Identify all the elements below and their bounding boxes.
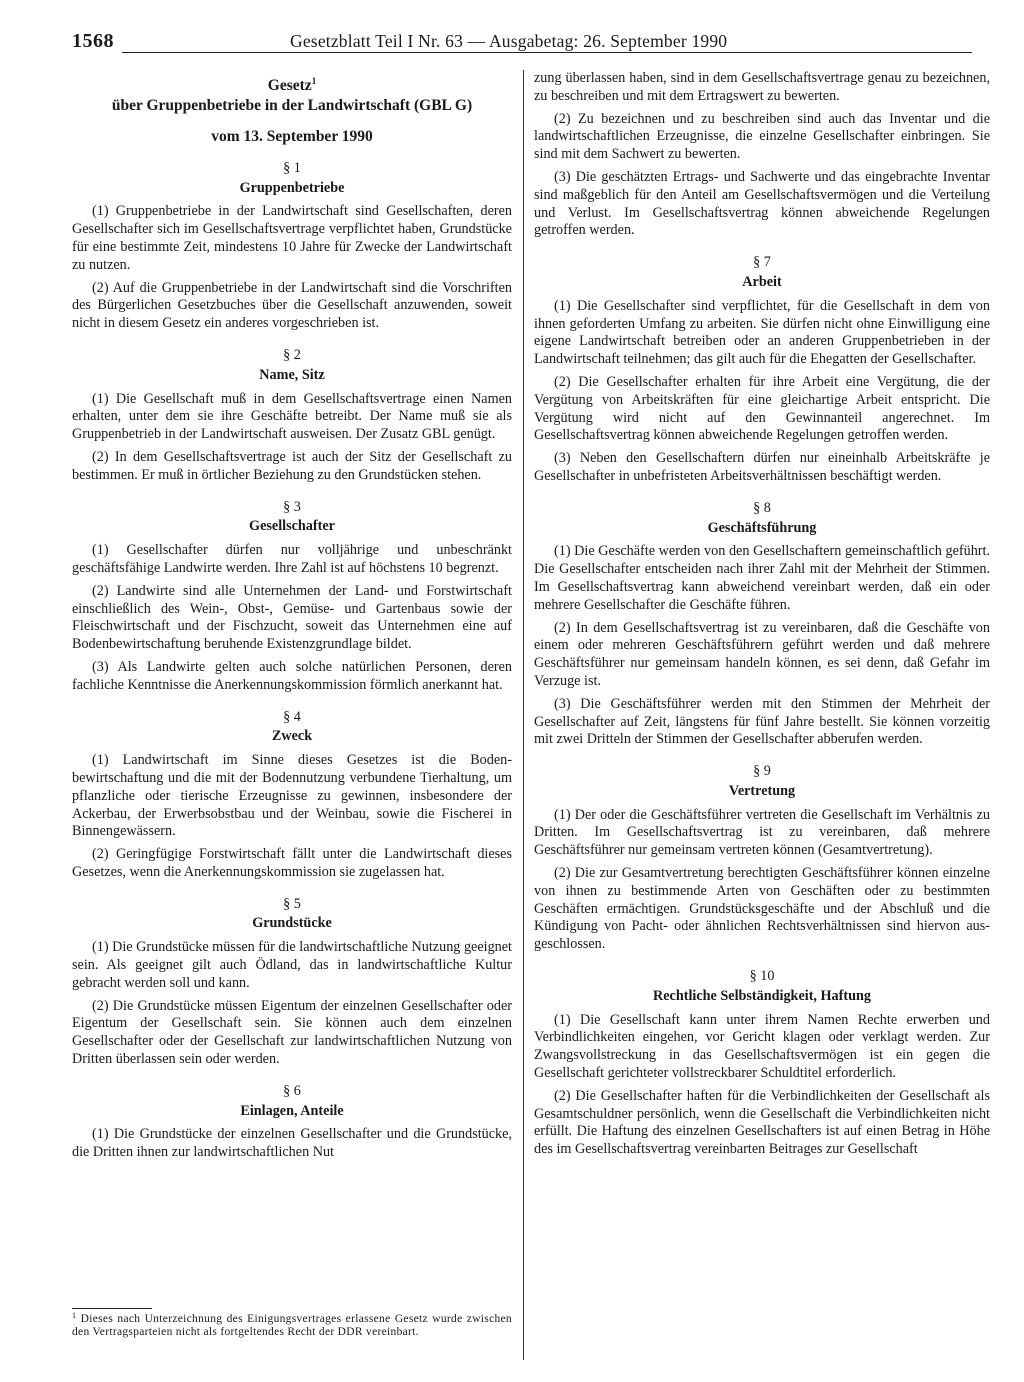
footnote-mark: 1 [72,1311,77,1320]
running-title: Gesetzblatt Teil I Nr. 63 — Ausgabetag: 26. September 1990 [290,31,728,51]
paragraph: (2) In dem Gesellschaftsvertrage ist auch der Sitz der Gesellschaft zu bestimmen. Er muß in örtlicher Beziehung zu den Grundstücken stehen. [72,448,512,483]
paragraph: (3) Neben den Gesellschaftern dürfen nur eineinhalb Arbeitskräfte je Gesellschafter in unbefristeten Arbeitsverhältnissen beschäftigt werden. [534,450,990,484]
section-title: Vertretung [728,782,796,799]
section-title: Einlagen, Anteile [240,1102,344,1119]
right-column [534,70,990,1164]
paragraph: (1) Gruppenbetriebe in der Landwirtschaft sind Gesellschaften, deren Gesellschafter sich im Gesellschaftsvertrage verpflichtet haben, Grundstücke für eine bestimmte Zeit, mindestens 10 Jahre für Zwecke der Landwirtschaft zu nutzen. [72,203,512,273]
law-title-line1: Gesetz [267,77,312,94]
section-title: Name, Sitz [259,366,325,383]
paragraph: (3) Die Geschäftsführer werden mit den Stimmen der Mehrheit der Gesellschafter auf Zeit, längstens für fünf Jahre bestellt. Sie können vorzeitig mit zwei Dritteln der Stimmen der Gesellschafter abberufen werden. [534,695,990,748]
left-column [72,70,512,1167]
section-number: § 9 [753,763,771,780]
page-number: 1568 [72,30,114,52]
paragraph: (1) Die Geschäfte werden von den Gesellschaftern gemeinschaftlich geführt. Die Gesellschafter entscheiden nach ihrer Zahl mit der Mehrheit der Stimmen. Im Gesellschaftsvertrag kann abweichend vereinbart werden, daß ein oder mehrere Gesellschafter die Geschäfte führen. [534,543,990,613]
section-number: § 5 [283,895,301,912]
paragraph: (1) Der oder die Geschäftsführer vertreten die Gesellschaft im Verhältnis zu Dritten. Im Gesellschaftsvertrag ist zu vereinbaren, daß mehrere Geschäftsführer nur gemeinsam vertreten können (Gesamtvertretung). [534,806,990,859]
section-title: Rechtliche Selbständigkeit, Haftung [653,987,871,1004]
paragraph: (2) Die zur Gesamtvertretung berechtigten Geschäftsführer können einzelne von ihnen zu bestimmende Arten von Geschäften oder zu bestimmten Geschäften ermächtigen. Grundstücksgeschäfte und der Abschluß und die Kündigung von Pacht- oder ähnlichen Rechtsverhältnissen sind hiervon ausgeschlossen. [534,865,990,953]
section-number: § 2 [283,346,301,363]
footnote-reference: 1 [311,76,317,86]
paragraph: (2) In dem Gesellschaftsvertrag ist zu vereinbaren, daß die Geschäfte von einem oder mehreren Geschäftsführern geführt werden und daß mehrere Geschäftsführer nur gemeinsam handeln können, es sei denn, daß Gefahr im Verzuge ist. [534,619,990,689]
paragraph: (2) Die Gesellschafter erhalten für ihre Arbeit eine Vergütung, die der Vergütung von Arbeitskräften für eine gleichartige Arbeit entspricht. Die Vergütung wird nicht auf den Gewinnanteil angerechnet. Im Gesellschaftsvertrag können abweichende Regelungen getroffen werden. [534,373,990,444]
law-title-line2: über Gruppenbetriebe in der Landwirtschaft (GBL G) [111,97,473,114]
paragraph: (1) Die Gesellschaft muß in dem Gesellschaftsvertrage einen Namen erhalten, unter dem sie ihre Geschäfte betreibt. Der Name muß sie als Gruppenbetrieb in der Landwirtschaft ausweisen. Der Zusatz GBL genügt. [72,390,512,443]
section-title: Zweck [271,728,313,745]
section-title: Gruppenbetriebe [239,179,345,196]
paragraph: (1) Die Gesellschafter sind verpflichtet, für die Gesellschaft in dem von ihnen geforderten Umfang zu arbeiten. Sie dürfen nicht ohne Einwilligung eine eigene Landwirtschaft betreiben oder an anderen Gruppenbetrieben in der Landwirtschaft teilnehmen; das gilt auch für die Ehegatten der Gesellschafter. [534,297,990,368]
column-divider [523,70,524,1360]
paragraph: (3) Die geschätzten Ertrags- und Sachwerte und das eingebrachte Inventar sind maßgeblich für den Anteil am Gesellschaftsvermögen und die Verteilung und Verlust. Im Gesellschaftsvertrag können abweichende Regelungen getroffen werden. [534,168,990,239]
footnote-text: Dieses nach Unterzeichnung des Einigungsvertrages erlassene Gesetz wurde zwischen den Vertragsparteien nicht als fortgeltendes Recht der DDR vereinbart. [72,1313,512,1338]
paragraph: (1) Gesellschafter dürfen nur volljährige und unbeschränkt geschäftsfähige Landwirte werden. Ihre Zahl ist auf höchstens 10 begrenzt. [72,542,512,576]
section-title: Arbeit [742,273,782,290]
paragraph: (2) Zu bezeichnen und zu beschreiben sind auch das Inventar und die landwirtschaftlichen Erzeugnisse, die einzelne Gesellschafter einbringen. Sie sind mit dem Sachwert zu bewerten. [534,110,990,163]
section-title: Geschäftsführung [707,519,817,536]
law-date: vom 13. September 1990 [211,128,373,145]
header-rule [122,52,972,53]
section-number: § 1 [283,159,301,176]
page-header [72,30,972,58]
paragraph: (3) Als Landwirte gelten auch solche natürlichen Personen, deren fachliche Kenntnisse die Anerkennungskommission förmlich anerkannt hat. [72,658,512,693]
paragraph: (2) Die Gesellschafter haften für die Verbindlichkeiten der Gesellschaft als Gesamtschuldner persönlich, wenn die Gesellschaft die Verbindlichkeiten nicht erfüllt. Die Haftung des einzelnen Gesellschafters ist auf einen Betrag in Höhe des im Gesellschaftsvertrag vereinbarten Beitrages zur Gesellschaft [534,1087,990,1158]
paragraph: (2) Auf die Gruppenbetriebe in der Landwirtschaft sind die Vorschriften des Bürgerlichen Gesetzbuches über die Gesellschaft anzuwenden, soweit nicht in diesem Gesetz ein anderes vorgeschrieben ist. [72,279,512,332]
section-number: § 10 [749,968,775,985]
law-title [72,76,512,116]
section-number: § 6 [283,1082,301,1099]
paragraph: (2) Landwirte sind alle Unternehmen der Land- und Forstwirtschaft einschließlich des Wein-, Obst-, Gemüse- und Gartenbaus sowie der Fleischwirtschaft und der Fischzucht, soweit das Unternehmen eine auf Bodenbewirtschaftung beruhende Existenzgrundlage bildet. [72,582,512,653]
paragraph: (1) Die Gesellschaft kann unter ihrem Namen Rechte erwerben und Verbindlichkeiten eingehen, vor Gericht klagen oder verklagt werden. Zur Zwangsvollstreckung in das Gesellschaftsvermögen ist ein gegen die Gesellschaft gerichteter vollstreckbarer Schuldtitel erforderlich. [534,1011,990,1082]
footnote-rule [72,1308,152,1309]
section-number: § 3 [283,498,301,515]
paragraph-continued: zung überlassen haben, sind in dem Gesellschaftsvertrage genau zu bezeichnen, zu beschreiben und mit dem Ertragswert zu bewerten. [534,70,990,104]
section-number: § 8 [753,499,771,516]
paragraph: (1) Landwirtschaft im Sinne dieses Gesetzes ist die Bodenbewirtschaftung und die mit der Bodennutzung verbundene Tierhaltung, um pflanzliche oder tierische Erzeugnisse zu gewinnen, insbesondere der Ackerbau, der Erwerbsobstbau und der Weinbau, sowie die Fischerei in Binnengewässern. [72,752,512,840]
section-title: Gesellschafter [249,518,335,535]
footnote [72,1313,512,1339]
paragraph: (2) Geringfügige Forstwirtschaft fällt unter die Landwirtschaft dieses Gesetzes, wenn die Anerkennungskommission sie zugelassen hat. [72,846,512,880]
paragraph: (1) Die Grundstücke der einzelnen Gesellschafter und die Grundstücke, die Dritten ihnen zur landwirtschaftlichen Nut [72,1126,512,1161]
paragraph: (1) Die Grundstücke müssen für die landwirtschaftliche Nutzung geeignet sein. Als geeignet gilt auch Ödland, das in landwirtschaftliche Kultur gebracht werden soll und kann. [72,939,512,991]
section-number: § 4 [283,708,301,725]
section-number: § 7 [753,254,771,271]
paragraph: (2) Die Grundstücke müssen Eigentum der einzelnen Gesellschafter oder Eigentum der Gesellschaft sein. Sie können auch dem einzelnen Gesellschafter oder der Gesellschaft zur landwirtschaftlichen Nutzung von Dritten überlassen sein oder werden. [72,997,512,1068]
section-title: Grundstücke [252,915,332,932]
